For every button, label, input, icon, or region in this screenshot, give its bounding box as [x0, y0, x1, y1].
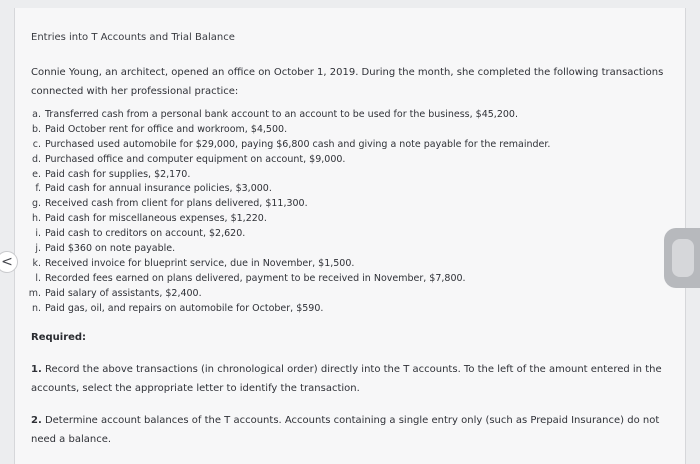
requirement-number: 1. [31, 364, 42, 375]
transaction-letter: j. [35, 243, 41, 255]
transaction-text: Paid salary of assistants, $2,400. [45, 287, 202, 299]
transaction-text: Received cash from client for plans delivered, $11,300. [45, 198, 308, 210]
transaction-text: Received invoice for blueprint service, due in November, $1,500. [45, 257, 355, 269]
requirement-number: 2. [31, 415, 42, 426]
transaction-letter: g. [31, 198, 41, 210]
transaction-letter: i. [35, 228, 41, 240]
next-page-button[interactable] [664, 228, 700, 288]
requirement-text: Determine account balances of the T accounts. Accounts containing a single entry only (such as Prepaid Insurance) do not need a balance. [31, 415, 660, 445]
list-item [25, 287, 675, 302]
transaction-letter: h. [31, 213, 41, 225]
problem-page [14, 8, 686, 464]
list-item [25, 138, 675, 153]
transaction-text: Paid cash for miscellaneous expenses, $1,220. [45, 213, 267, 225]
list-item [25, 302, 675, 317]
list-item [25, 123, 675, 138]
transaction-letter: k. [32, 257, 41, 269]
transaction-letter: a. [32, 109, 41, 120]
transaction-letter: m. [28, 287, 41, 299]
transaction-letter: f. [35, 183, 41, 195]
requirement-item [31, 360, 683, 398]
list-item [25, 257, 675, 272]
transaction-text: Recorded fees earned on plans delivered, payment to be received in November, $7,800. [45, 272, 466, 284]
list-item [25, 153, 675, 168]
list-item [25, 182, 675, 197]
list-item [25, 272, 675, 287]
transaction-list [25, 108, 675, 316]
transaction-text: Purchased office and computer equipment on account, $9,000. [45, 153, 346, 165]
transaction-text: Transferred cash from a personal bank account to an account to be used for the business, $45,200. [45, 109, 518, 120]
transaction-letter: e. [32, 168, 41, 180]
transaction-letter: b. [31, 123, 41, 135]
next-page-tab-icon [672, 239, 694, 277]
transaction-letter: c. [32, 138, 41, 150]
required-heading: Required: [31, 332, 87, 343]
list-item [25, 108, 675, 123]
transaction-text: Purchased used automobile for $29,000, paying $6,800 cash and giving a note payable for the remainder. [45, 138, 551, 150]
transaction-text: Paid cash to creditors on account, $2,620. [45, 228, 246, 240]
transaction-letter: n. [31, 302, 41, 314]
list-item [25, 227, 675, 242]
intro-paragraph: Connie Young, an architect, opened an office on October 1, 2019. During the month, she completed the following transactions connected with her professional practice: [31, 67, 664, 97]
chevron-left-icon: < [1, 254, 13, 270]
transaction-letter: d. [31, 153, 41, 165]
transaction-text: Paid $360 on note payable. [45, 243, 176, 255]
list-item [25, 197, 675, 212]
requirement-item [31, 411, 683, 449]
list-item [25, 242, 675, 257]
transaction-text: Paid gas, oil, and repairs on automobile for October, $590. [45, 302, 324, 314]
list-item [25, 168, 675, 183]
list-item [25, 212, 675, 227]
transaction-text: Paid cash for annual insurance policies, $3,000. [45, 183, 272, 195]
transaction-letter: l. [35, 272, 41, 284]
page-title: Entries into T Accounts and Trial Balance [31, 32, 235, 43]
transaction-text: Paid cash for supplies, $2,170. [45, 168, 191, 180]
transaction-text: Paid October rent for office and workroom, $4,500. [45, 123, 288, 135]
requirement-text: Record the above transactions (in chronological order) directly into the T accounts. To the left of the amount entered in the accounts, select the appropriate letter to identify the transaction. [31, 364, 662, 394]
